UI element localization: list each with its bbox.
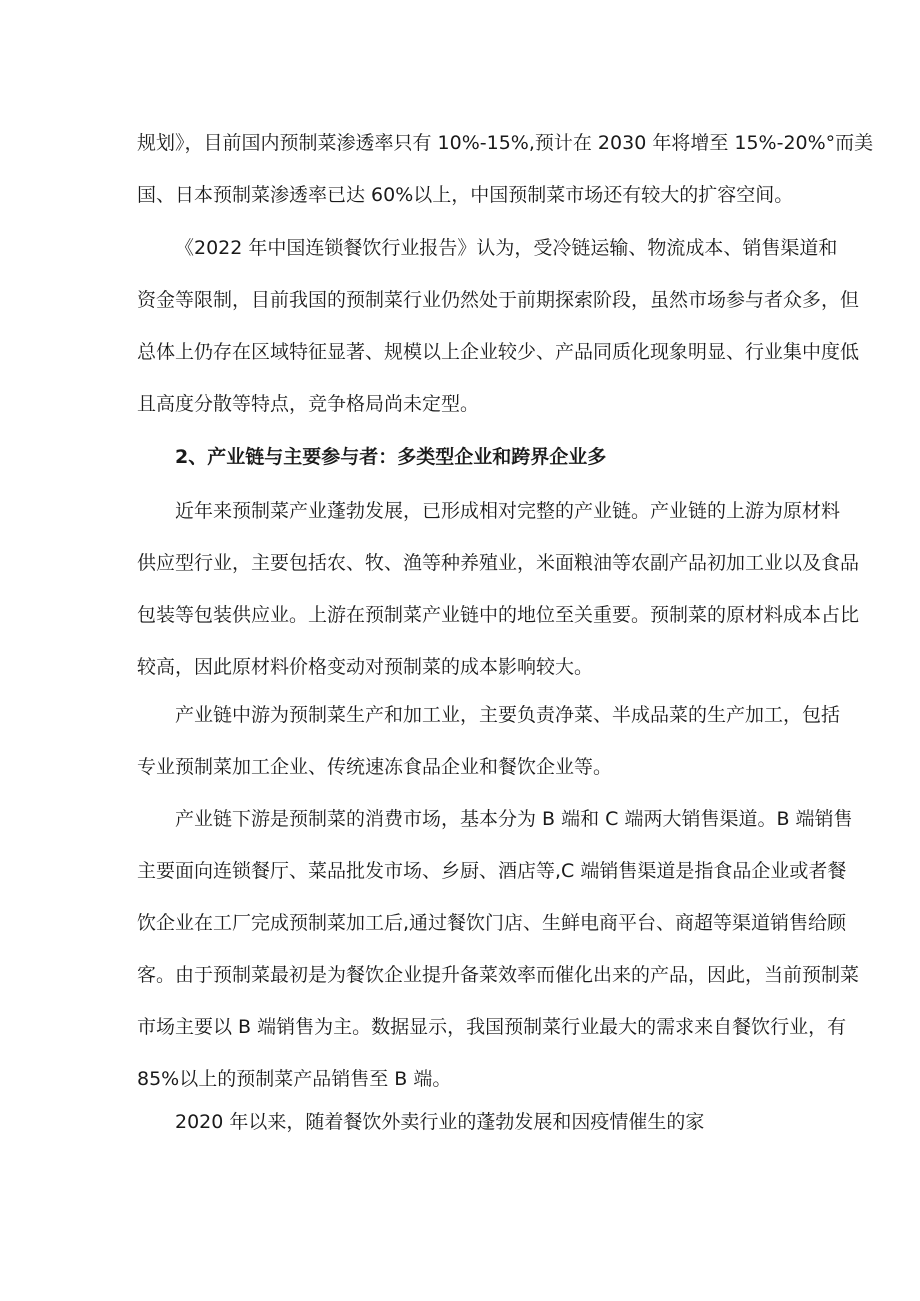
text-line: 饮企业在工厂完成预制菜加工后,通过餐饮门店、生鲜电商平台、商超等渠道销售给顾 xyxy=(137,912,847,934)
text-line: 较高，因此原材料价格变动对预制菜的成本影响较大。 xyxy=(137,656,594,678)
text-line: 资金等限制，目前我国的预制菜行业仍然处于前期探索阶段，虽然市场参与者众多，但 xyxy=(137,289,860,311)
section-heading: 2、产业链与主要参与者：多类型企业和跨界企业多 xyxy=(175,446,607,468)
text-line: 专业预制菜加工企业、传统速冻食品企业和餐饮企业等。 xyxy=(137,756,613,778)
text-line: 且高度分散等特点，竞争格局尚未定型。 xyxy=(137,393,480,415)
text-line: 客。由于预制菜最初是为餐饮企业提升备菜效率而催化出来的产品，因此，当前预制菜 xyxy=(137,964,860,986)
text-line: 产业链下游是预制菜的消费市场，基本分为 B 端和 C 端两大销售渠道。B 端销售 xyxy=(175,808,853,830)
paragraph-penetration-rate xyxy=(137,117,874,221)
text-line: 国、日本预制菜渗透率已达 60%以上，中国预制菜市场还有较大的扩容空间。 xyxy=(137,184,794,206)
text-line: 规划》，目前国内预制菜渗透率只有 10%-15%,预计在 2030 年将增至 15%-20%°而美 xyxy=(137,132,874,154)
paragraph-midstream xyxy=(137,689,841,793)
text-line: 供应型行业，主要包括农、牧、渔等种养殖业，米面粮油等农副产品初加工业以及食品 xyxy=(137,552,860,574)
paragraph-2020 xyxy=(137,1096,837,1148)
text-line: 《2022 年中国连锁餐饮行业报告》认为，受冷链运输、物流成本、销售渠道和 xyxy=(175,237,838,259)
text-line: 2020 年以来，随着餐饮外卖行业的蓬勃发展和因疫情催生的家 xyxy=(175,1111,705,1133)
paragraph-upstream xyxy=(137,485,860,693)
paragraph-downstream xyxy=(137,793,860,1105)
text-line: 产业链中游为预制菜生产和加工业，主要负责净菜、半成品菜的生产加工，包括 xyxy=(175,704,841,726)
text-line: 总体上仍存在区域特征显著、规模以上企业较少、产品同质化现象明显、行业集中度低 xyxy=(137,341,860,363)
text-line: 85%以上的预制菜产品销售至 B 端。 xyxy=(137,1068,452,1090)
text-line: 市场主要以 B 端销售为主。数据显示，我国预制菜行业最大的需求来自餐饮行业，有 xyxy=(137,1016,847,1038)
text-line: 主要面向连锁餐厅、菜品批发市场、乡厨、酒店等,C 端销售渠道是指食品企业或者餐 xyxy=(137,860,847,882)
paragraph-industry-report xyxy=(137,222,860,430)
text-line: 包装等包装供应业。上游在预制菜产业链中的地位至关重要。预制菜的原材料成本占比 xyxy=(137,604,860,626)
text-line: 近年来预制菜产业蓬勃发展，已形成相对完整的产业链。产业链的上游为原材料 xyxy=(175,500,841,522)
